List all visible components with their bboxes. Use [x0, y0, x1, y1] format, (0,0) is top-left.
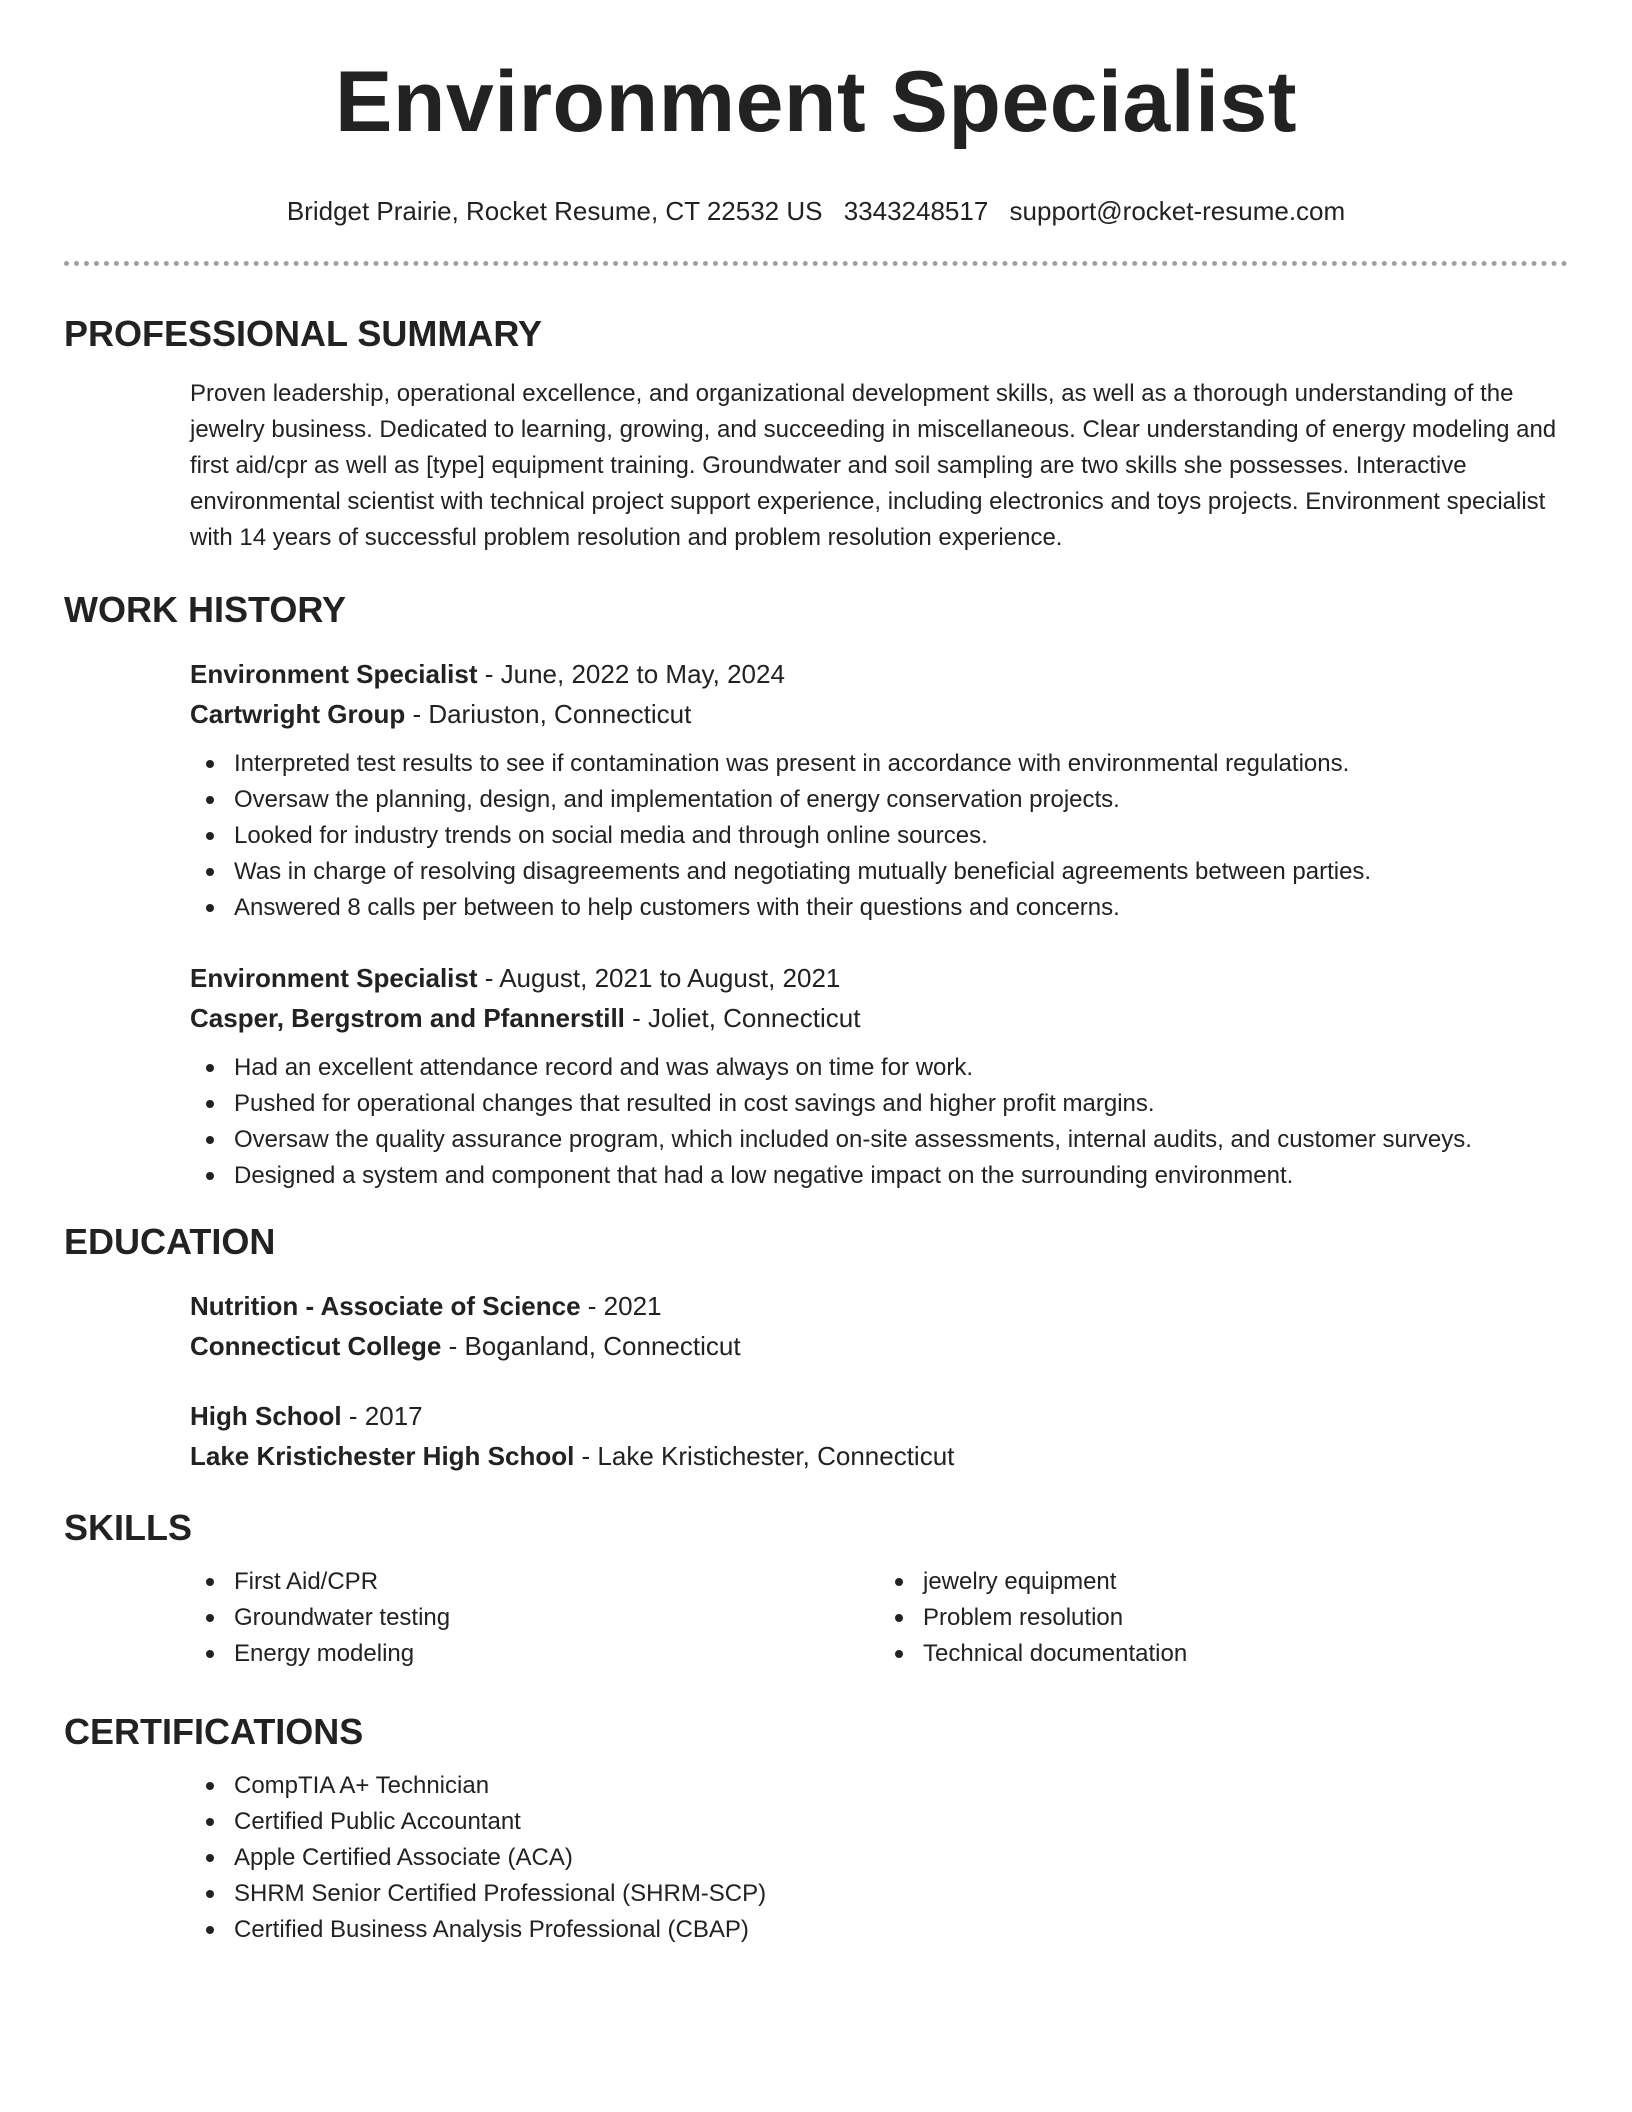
- certification-item: Certified Public Accountant: [234, 1804, 1568, 1840]
- job-title-line: [190, 958, 1568, 998]
- skill-item: Energy modeling: [234, 1636, 879, 1672]
- job-bullet: Had an excellent attendance record and was always on time for work.: [234, 1050, 1568, 1086]
- job-company: Cartwright Group: [190, 699, 406, 729]
- contact-email: support@rocket-resume.com: [1009, 196, 1346, 226]
- job-bullet: Pushed for operational changes that resulted in cost savings and higher profit margins.: [234, 1086, 1568, 1122]
- education-year: - 2021: [580, 1291, 662, 1321]
- skills-section: [64, 1506, 1568, 1672]
- certification-item: Apple Certified Associate (ACA): [234, 1840, 1568, 1876]
- resume-name: Environment Specialist: [334, 54, 1298, 150]
- education-school-line: [190, 1436, 1568, 1476]
- education-degree: Nutrition - Associate of Science: [190, 1291, 581, 1321]
- skill-item: jewelry equipment: [923, 1564, 1568, 1600]
- job-bullet: Oversaw the quality assurance program, which included on-site assessments, internal audits, and customer surveys.: [234, 1122, 1568, 1158]
- education-school-line: [190, 1326, 1568, 1366]
- education-location: - Boganland, Connecticut: [441, 1331, 741, 1361]
- section-title-skills: SKILLS: [64, 1507, 193, 1548]
- job-dates: - June, 2022 to May, 2024: [477, 659, 785, 689]
- section-title-summary: PROFESSIONAL SUMMARY: [64, 313, 543, 354]
- section-title-certifications: CERTIFICATIONS: [64, 1711, 364, 1752]
- section-title-education: EDUCATION: [64, 1221, 276, 1262]
- certification-item: SHRM Senior Certified Professional (SHRM-SCP): [234, 1876, 1568, 1912]
- skill-item: Problem resolution: [923, 1600, 1568, 1636]
- summary-section: [64, 312, 1568, 556]
- summary-text: Proven leadership, operational excellence, and organizational development skills, as well as a thorough understanding of the jewelry business. Dedicated to learning, growing, and succeeding in miscellaneous. Clear understanding of energy modeling and first aid/cpr as well as [type] equipment training. Groundwater and soil sampling are two skills she possesses. Interactive environmental scientist with technical project support experience, including electronics and toys projects. Environment specialist with 14 years of successful problem resolution and problem resolution experience.: [190, 380, 1557, 551]
- education-location: - Lake Kristichester, Connecticut: [574, 1441, 955, 1471]
- skills-column-right: [879, 1564, 1568, 1672]
- certification-item: Certified Business Analysis Professional (CBAP): [234, 1912, 1568, 1948]
- job-location: - Joliet, Connecticut: [624, 1003, 861, 1033]
- education-degree-line: [190, 1396, 1568, 1436]
- job-bullets: [190, 746, 1568, 926]
- education-degree-line: [190, 1286, 1568, 1326]
- education-school: Lake Kristichester High School: [190, 1441, 575, 1471]
- certification-item: CompTIA A+ Technician: [234, 1768, 1568, 1804]
- contact-address: Bridget Prairie, Rocket Resume, CT 22532 US: [286, 196, 823, 226]
- skill-item: First Aid/CPR: [234, 1564, 879, 1600]
- job-company-line: [190, 694, 1568, 734]
- education-school: Connecticut College: [190, 1331, 442, 1361]
- education-entry: [190, 1396, 1568, 1476]
- skills-grid: [190, 1564, 1568, 1672]
- skill-item: Groundwater testing: [234, 1600, 879, 1636]
- certifications-section: [64, 1710, 1568, 1948]
- job-bullet: Oversaw the planning, design, and implementation of energy conservation projects.: [234, 782, 1568, 818]
- certifications-list: [190, 1768, 1568, 1948]
- job-entry: [190, 654, 1568, 926]
- job-title-line: [190, 654, 1568, 694]
- contact-line: [64, 194, 1568, 228]
- skills-column-left: [190, 1564, 879, 1672]
- job-bullet: Answered 8 calls per between to help customers with their questions and concerns.: [234, 890, 1568, 926]
- education-body: [190, 1286, 1568, 1476]
- education-entry: [190, 1286, 1568, 1366]
- job-entry: [190, 958, 1568, 1194]
- job-role: Environment Specialist: [190, 659, 478, 689]
- work-history-body: [190, 654, 1568, 1194]
- summary-body: [190, 376, 1568, 556]
- job-bullet: Was in charge of resolving disagreements and negotiating mutually beneficial agreements between parties.: [234, 854, 1568, 890]
- contact-phone: 3343248517: [843, 196, 989, 226]
- certifications-body: [190, 1768, 1568, 1948]
- work-history-section: [64, 588, 1568, 1194]
- header-divider: [64, 261, 1568, 266]
- job-bullet: Interpreted test results to see if contamination was present in accordance with environmental regulations.: [234, 746, 1568, 782]
- job-role: Environment Specialist: [190, 963, 478, 993]
- job-location: - Dariuston, Connecticut: [405, 699, 692, 729]
- section-title-work-history: WORK HISTORY: [64, 589, 347, 630]
- job-dates: - August, 2021 to August, 2021: [477, 963, 841, 993]
- job-bullet: Designed a system and component that had a low negative impact on the surrounding environment.: [234, 1158, 1568, 1194]
- job-bullets: [190, 1050, 1568, 1194]
- job-bullet: Looked for industry trends on social media and through online sources.: [234, 818, 1568, 854]
- education-degree: High School: [190, 1401, 342, 1431]
- job-company: Casper, Bergstrom and Pfannerstill: [190, 1003, 625, 1033]
- education-section: [64, 1220, 1568, 1476]
- education-year: - 2017: [341, 1401, 423, 1431]
- skill-item: Technical documentation: [923, 1636, 1568, 1672]
- job-company-line: [190, 998, 1568, 1038]
